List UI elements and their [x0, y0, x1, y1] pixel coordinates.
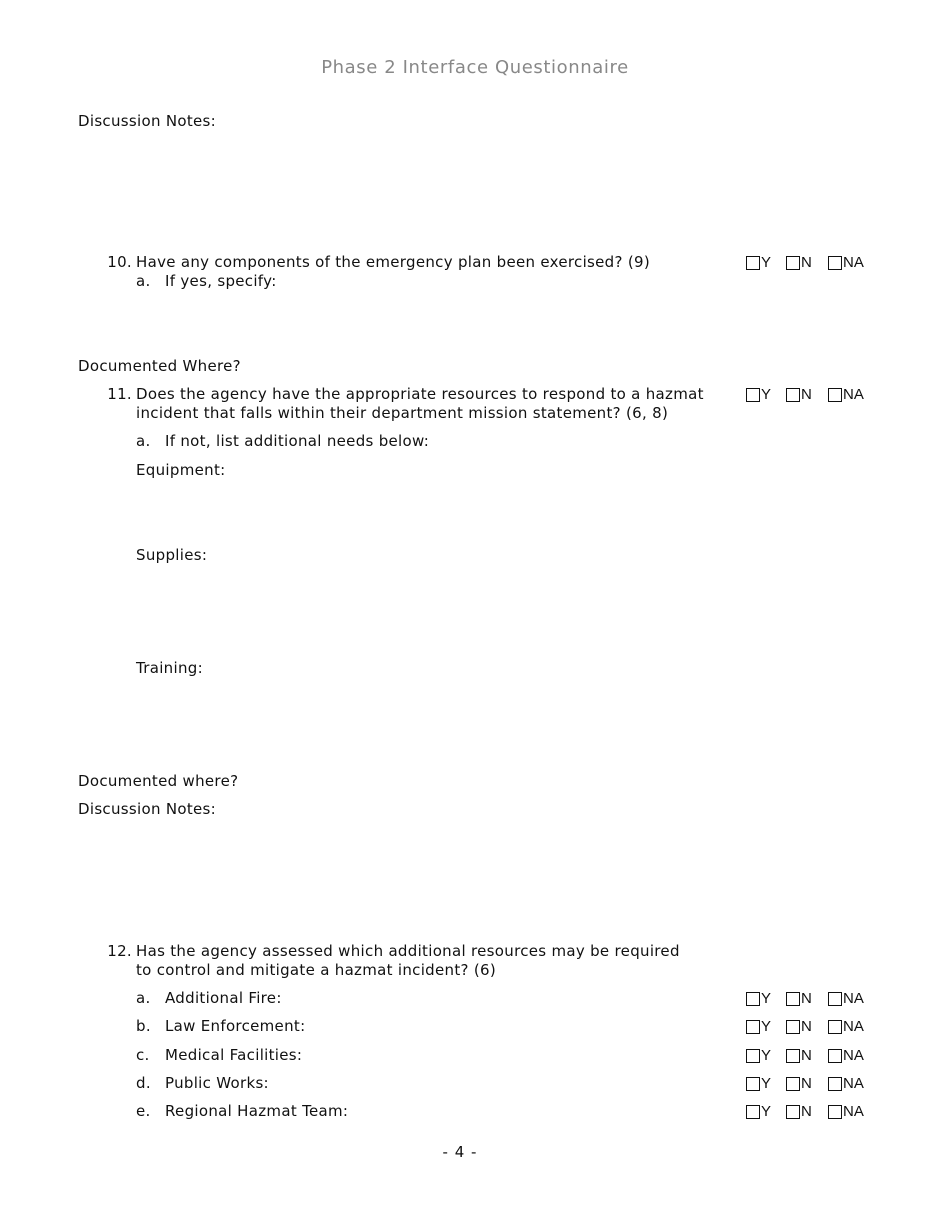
equipment-label: Equipment: [136, 461, 226, 479]
checkbox-icon[interactable] [828, 1049, 842, 1063]
q10-yes-option[interactable]: Y [746, 253, 771, 272]
q12-e-na-option[interactable]: NA [828, 1102, 864, 1121]
checkbox-icon[interactable] [828, 1077, 842, 1091]
q12-item-text: Medical Facilities: [165, 1046, 303, 1064]
checkbox-icon[interactable] [746, 1020, 760, 1034]
discussion-notes-label-2: Discussion Notes: [78, 800, 217, 818]
q12-d-no-option[interactable]: N [786, 1074, 812, 1093]
q12-item-letter: c. [136, 1046, 150, 1064]
q11-na-option[interactable]: NA [828, 385, 864, 404]
q12-item-text: Additional Fire: [165, 989, 282, 1007]
checkbox-icon[interactable] [786, 1020, 800, 1034]
checkbox-icon[interactable] [746, 256, 760, 270]
q11-number: 11. [107, 385, 132, 403]
q12-e-yes-option[interactable]: Y [746, 1102, 771, 1121]
documented-where-label: Documented Where? [78, 357, 241, 375]
checkbox-icon[interactable] [746, 388, 760, 402]
q12-item-letter: d. [136, 1074, 151, 1092]
checkbox-icon[interactable] [746, 992, 760, 1006]
q12-item-text: Law Enforcement: [165, 1017, 306, 1035]
q11-no-option[interactable]: N [786, 385, 812, 404]
q12-d-na-option[interactable]: NA [828, 1074, 864, 1093]
checkbox-icon[interactable] [746, 1077, 760, 1091]
q12-item-letter: e. [136, 1102, 151, 1120]
checkbox-icon[interactable] [828, 256, 842, 270]
q11-text-line1: Does the agency have the appropriate resources to respond to a hazmat [136, 385, 704, 403]
q12-item-letter: b. [136, 1017, 151, 1035]
q11-yes-option[interactable]: Y [746, 385, 771, 404]
q12-d-yes-option[interactable]: Y [746, 1074, 771, 1093]
checkbox-icon[interactable] [746, 1049, 760, 1063]
q12-item-text: Regional Hazmat Team: [165, 1102, 349, 1120]
checkbox-icon[interactable] [786, 1049, 800, 1063]
checkbox-icon[interactable] [786, 388, 800, 402]
checkbox-icon[interactable] [828, 388, 842, 402]
q11-sub-a-letter: a. [136, 432, 151, 450]
checkbox-icon[interactable] [828, 1105, 842, 1119]
q10-number: 10. [107, 253, 132, 271]
page-header-title: Phase 2 Interface Questionnaire [321, 57, 629, 78]
q12-a-na-option[interactable]: NA [828, 989, 864, 1008]
q12-b-na-option[interactable]: NA [828, 1017, 864, 1036]
q10-sub-a-letter: a. [136, 272, 151, 290]
q10-text: Have any components of the emergency plan been exercised? (9) [136, 253, 650, 271]
discussion-notes-label: Discussion Notes: [78, 112, 217, 130]
q10-no-option[interactable]: N [786, 253, 812, 272]
page-number: - 4 - [442, 1143, 478, 1161]
q11-sub-a-text: If not, list additional needs below: [165, 432, 430, 450]
q12-b-yes-option[interactable]: Y [746, 1017, 771, 1036]
checkbox-icon[interactable] [786, 1077, 800, 1091]
checkbox-icon[interactable] [828, 992, 842, 1006]
q12-number: 12. [107, 942, 132, 960]
q12-a-no-option[interactable]: N [786, 989, 812, 1008]
supplies-label: Supplies: [136, 546, 208, 564]
q12-b-no-option[interactable]: N [786, 1017, 812, 1036]
q12-c-no-option[interactable]: N [786, 1046, 812, 1065]
q12-e-no-option[interactable]: N [786, 1102, 812, 1121]
q10-sub-a-text: If yes, specify: [165, 272, 277, 290]
q11-text-line2: incident that falls within their department mission statement? (6, 8) [136, 404, 669, 422]
q12-c-yes-option[interactable]: Y [746, 1046, 771, 1065]
q12-text-line1: Has the agency assessed which additional resources may be required [136, 942, 680, 960]
checkbox-icon[interactable] [786, 1105, 800, 1119]
checkbox-icon[interactable] [786, 992, 800, 1006]
q12-text-line2: to control and mitigate a hazmat incident? (6) [136, 961, 496, 979]
checkbox-icon[interactable] [786, 256, 800, 270]
checkbox-icon[interactable] [828, 1020, 842, 1034]
checkbox-icon[interactable] [746, 1105, 760, 1119]
q12-item-text: Public Works: [165, 1074, 269, 1092]
q12-item-letter: a. [136, 989, 151, 1007]
q12-a-yes-option[interactable]: Y [746, 989, 771, 1008]
q12-c-na-option[interactable]: NA [828, 1046, 864, 1065]
documented-where-label-2: Documented where? [78, 772, 239, 790]
training-label: Training: [136, 659, 203, 677]
q10-na-option[interactable]: NA [828, 253, 864, 272]
